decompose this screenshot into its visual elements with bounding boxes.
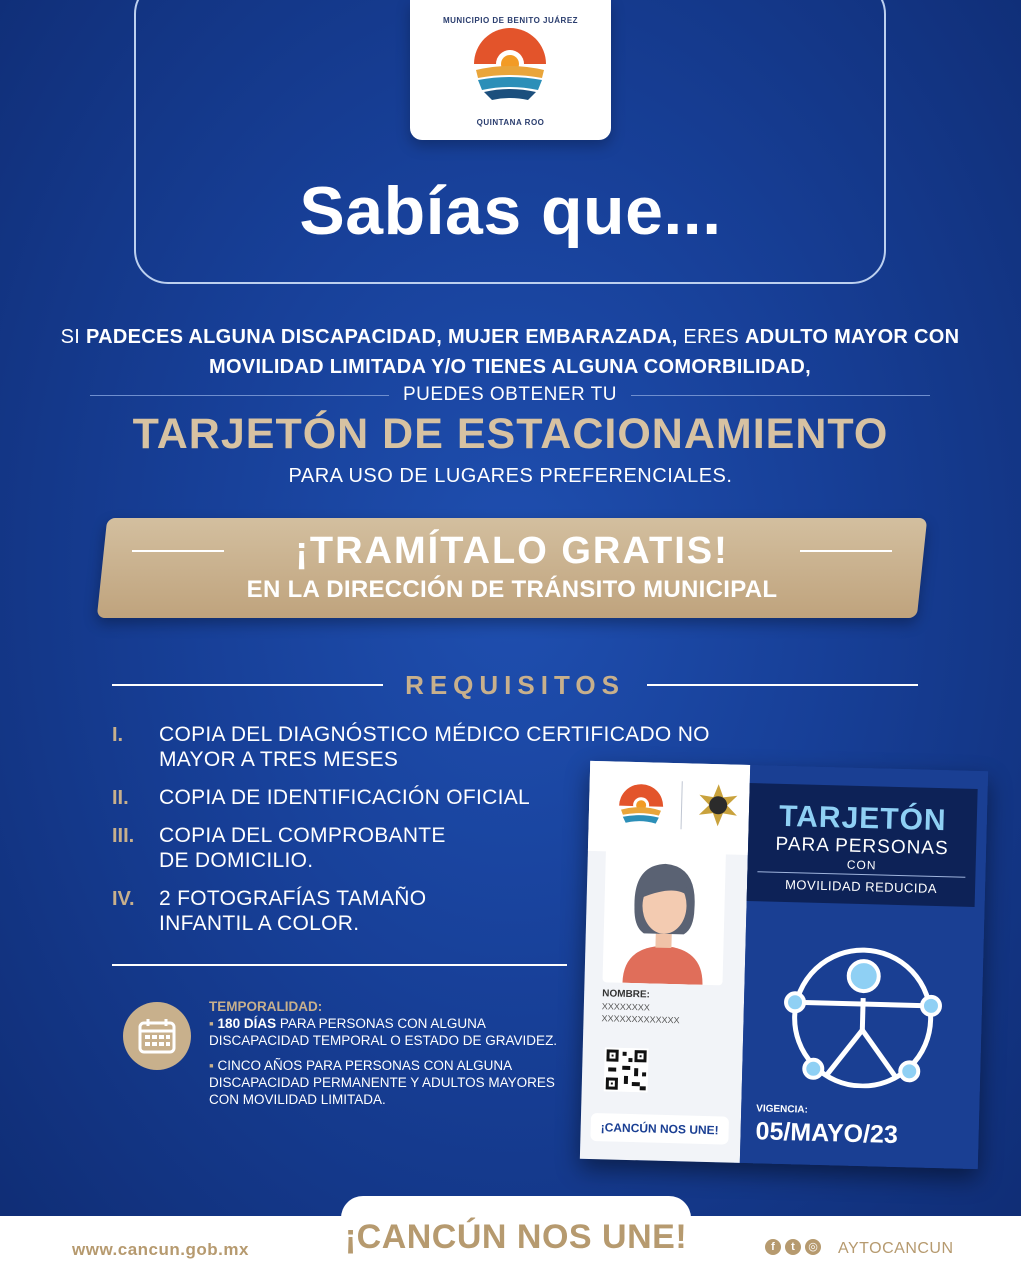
intro-b2: ADULTO MAYOR CON MOVILIDAD LIMITADA Y/O TIENES ALGUNA COMORBILIDAD,: [208, 326, 960, 378]
police-badge-icon: [695, 782, 742, 829]
divider-line-left: [90, 395, 389, 396]
logo-top-text: MUNICIPIO DE BENITO JUÁREZ: [442, 16, 579, 25]
intro-text: [60, 322, 960, 382]
req-text: COPIA DEL COMPROBANTE DE DOMICILIO.: [159, 824, 446, 872]
social-handle[interactable]: AYTOCANCUN: [838, 1240, 954, 1257]
calendar-icon: [137, 1016, 177, 1056]
card-slogan: ¡CANCÚN NOS UNE!: [590, 1113, 729, 1145]
temporality-days: 180 DÍAS: [217, 1016, 277, 1031]
requirements-bottom-line: [112, 964, 567, 966]
temporality-text-1: PARA PERSONAS CON ALGUNA DISCAPACIDAD TEMPORAL O ESTADO DE GRAVIDEZ.: [209, 1016, 558, 1048]
temporality-heading: TEMPORALIDAD:: [209, 999, 323, 1014]
temporality-bullet-2: [209, 1057, 569, 1108]
accessibility-icon: [763, 936, 967, 1091]
qr-code-icon: [604, 1047, 649, 1092]
intro-p1: SI: [60, 326, 86, 348]
req-number: I.: [112, 724, 124, 746]
req-number: II.: [112, 787, 129, 809]
twitter-icon[interactable]: t: [785, 1239, 801, 1255]
banner-subtitle: EN LA DIRECCIÓN DE TRÁNSITO MUNICIPAL: [246, 576, 778, 603]
social-icons: [765, 1239, 821, 1255]
obtain-divider: [90, 382, 930, 408]
temporality-bullet-1: [209, 1015, 569, 1049]
req-text: COPIA DEL DIAGNÓSTICO MÉDICO CERTIFICADO NO MAYOR A TRES MESES: [159, 723, 710, 771]
req-text: 2 FOTOGRAFÍAS TAMAÑO INFANTIL A COLOR.: [159, 887, 427, 935]
name-placeholder-2: XXXXXXXXXXXXX: [601, 1013, 680, 1026]
subtitle: PARA USO DE LUGARES PREFERENCIALES.: [288, 465, 733, 487]
intro-p2: ERES: [677, 326, 745, 348]
card-title-line4: MOVILIDAD REDUCIDA: [757, 871, 965, 896]
person-photo: [602, 846, 726, 985]
req-number: III.: [112, 825, 135, 847]
requirements-heading: REQUISITOS: [405, 669, 625, 700]
requirements-heading-row: [112, 670, 918, 700]
footer-slogan: ¡CANCÚN NOS UNE!: [344, 1218, 688, 1256]
banner-title: ¡TRAMÍTALO GRATIS!: [295, 530, 729, 572]
divider-line-right: [631, 395, 930, 396]
website-link[interactable]: www.cancun.gob.mx: [72, 1240, 249, 1259]
validity-label: VIGENCIA:: [756, 1103, 809, 1116]
bullet-marker: ▪: [209, 1058, 218, 1073]
municipality-logo-card: [410, 0, 611, 140]
card-title: TARJETÓN: [778, 799, 947, 838]
banner-content: [102, 518, 922, 618]
intro-b1: PADECES ALGUNA DISCAPACIDAD, MUJER EMBARAZADA,: [85, 326, 678, 348]
bullet-marker: ▪: [209, 1016, 218, 1031]
req-line-left: [112, 684, 383, 686]
card-title-box: [747, 783, 978, 907]
name-label: NOMBRE:: [602, 988, 651, 1001]
req-number: IV.: [112, 888, 135, 910]
municipality-logo-icon: [458, 14, 562, 118]
facebook-icon[interactable]: f: [765, 1239, 781, 1255]
name-placeholder-1: XXXXXXXX: [601, 1001, 651, 1013]
req-line-right: [647, 684, 918, 686]
card-title-line3: CON: [846, 857, 877, 873]
temporality-block: [209, 998, 569, 1108]
validity-date: 05/MAYO/23: [755, 1117, 899, 1150]
parking-permit-card: [580, 761, 988, 1169]
temporality-text-2: CINCO AÑOS PARA PERSONAS CON ALGUNA DISCAPACIDAD PERMANENTE Y ADULTOS MAYORES CON MOVILIDAD LIMITADA.: [209, 1058, 555, 1107]
calendar-badge: [123, 1002, 191, 1070]
obtain-text: PUEDES OBTENER TU: [402, 384, 618, 405]
card-left-panel: [580, 761, 750, 1163]
req-text: COPIA DE IDENTIFICACIÓN OFICIAL: [159, 786, 531, 809]
card-municipality-logo-icon: [608, 773, 674, 839]
instagram-icon[interactable]: ◎: [805, 1239, 821, 1255]
person-avatar-icon: [602, 846, 726, 985]
logo-bottom-text: QUINTANA ROO: [476, 118, 545, 127]
card-title-line2: PARA PERSONAS: [775, 833, 949, 860]
main-title: TARJETÓN DE ESTACIONAMIENTO: [132, 410, 889, 458]
headline: Sabías que...: [299, 173, 722, 249]
